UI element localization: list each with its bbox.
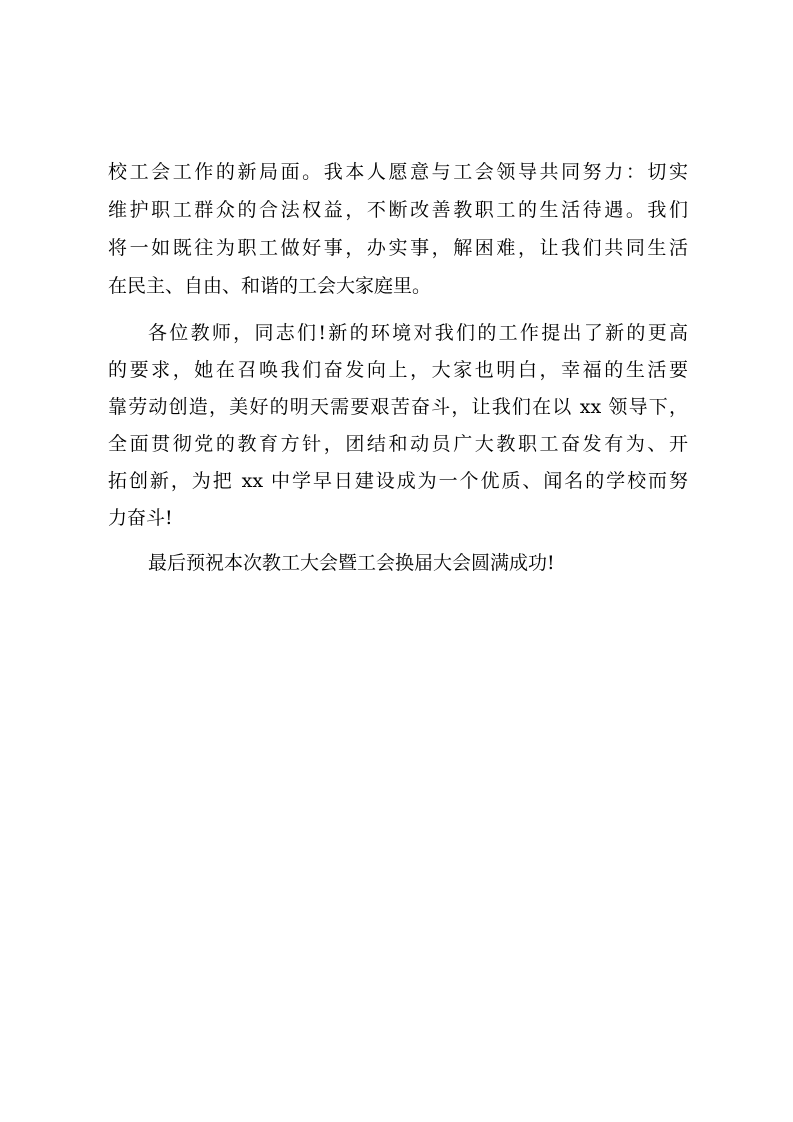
paragraph-3-line-1: 最后预祝本次教工大会暨工会换届大会圆满成功! <box>148 552 555 574</box>
paragraph-1-line-4: 在民主、自由、和谐的工会大家庭里。 <box>108 275 432 297</box>
paragraph-2-line-3: 靠劳动创造，美好的明天需要艰苦奋斗，让我们在以 xx 领导下， <box>108 396 688 418</box>
paragraph-2-line-5: 拓创新，为把 xx 中学早日建设成为一个优质、闻名的学校而努 <box>108 470 688 492</box>
paragraph-1-line-1: 校工会工作的新局面。我本人愿意与工会领导共同努力：切实 <box>108 161 688 183</box>
paragraph-1-line-3: 将一如既往为职工做好事，办实事，解困难，让我们共同生活 <box>108 237 688 259</box>
paragraph-2-line-2: 的要求，她在召唤我们奋发向上，大家也明白，幸福的生活要 <box>108 359 688 381</box>
paragraph-1-line-2: 维护职工群众的合法权益，不断改善教职工的生活待遇。我们 <box>108 199 688 221</box>
paragraph-2-line-1: 各位教师，同志们!新的环境对我们的工作提出了新的更高 <box>148 322 688 344</box>
paragraph-2-line-6: 力奋斗! <box>108 507 173 529</box>
paragraph-2-line-4: 全面贯彻党的教育方针，团结和动员广大教职工奋发有为、开 <box>108 433 688 455</box>
